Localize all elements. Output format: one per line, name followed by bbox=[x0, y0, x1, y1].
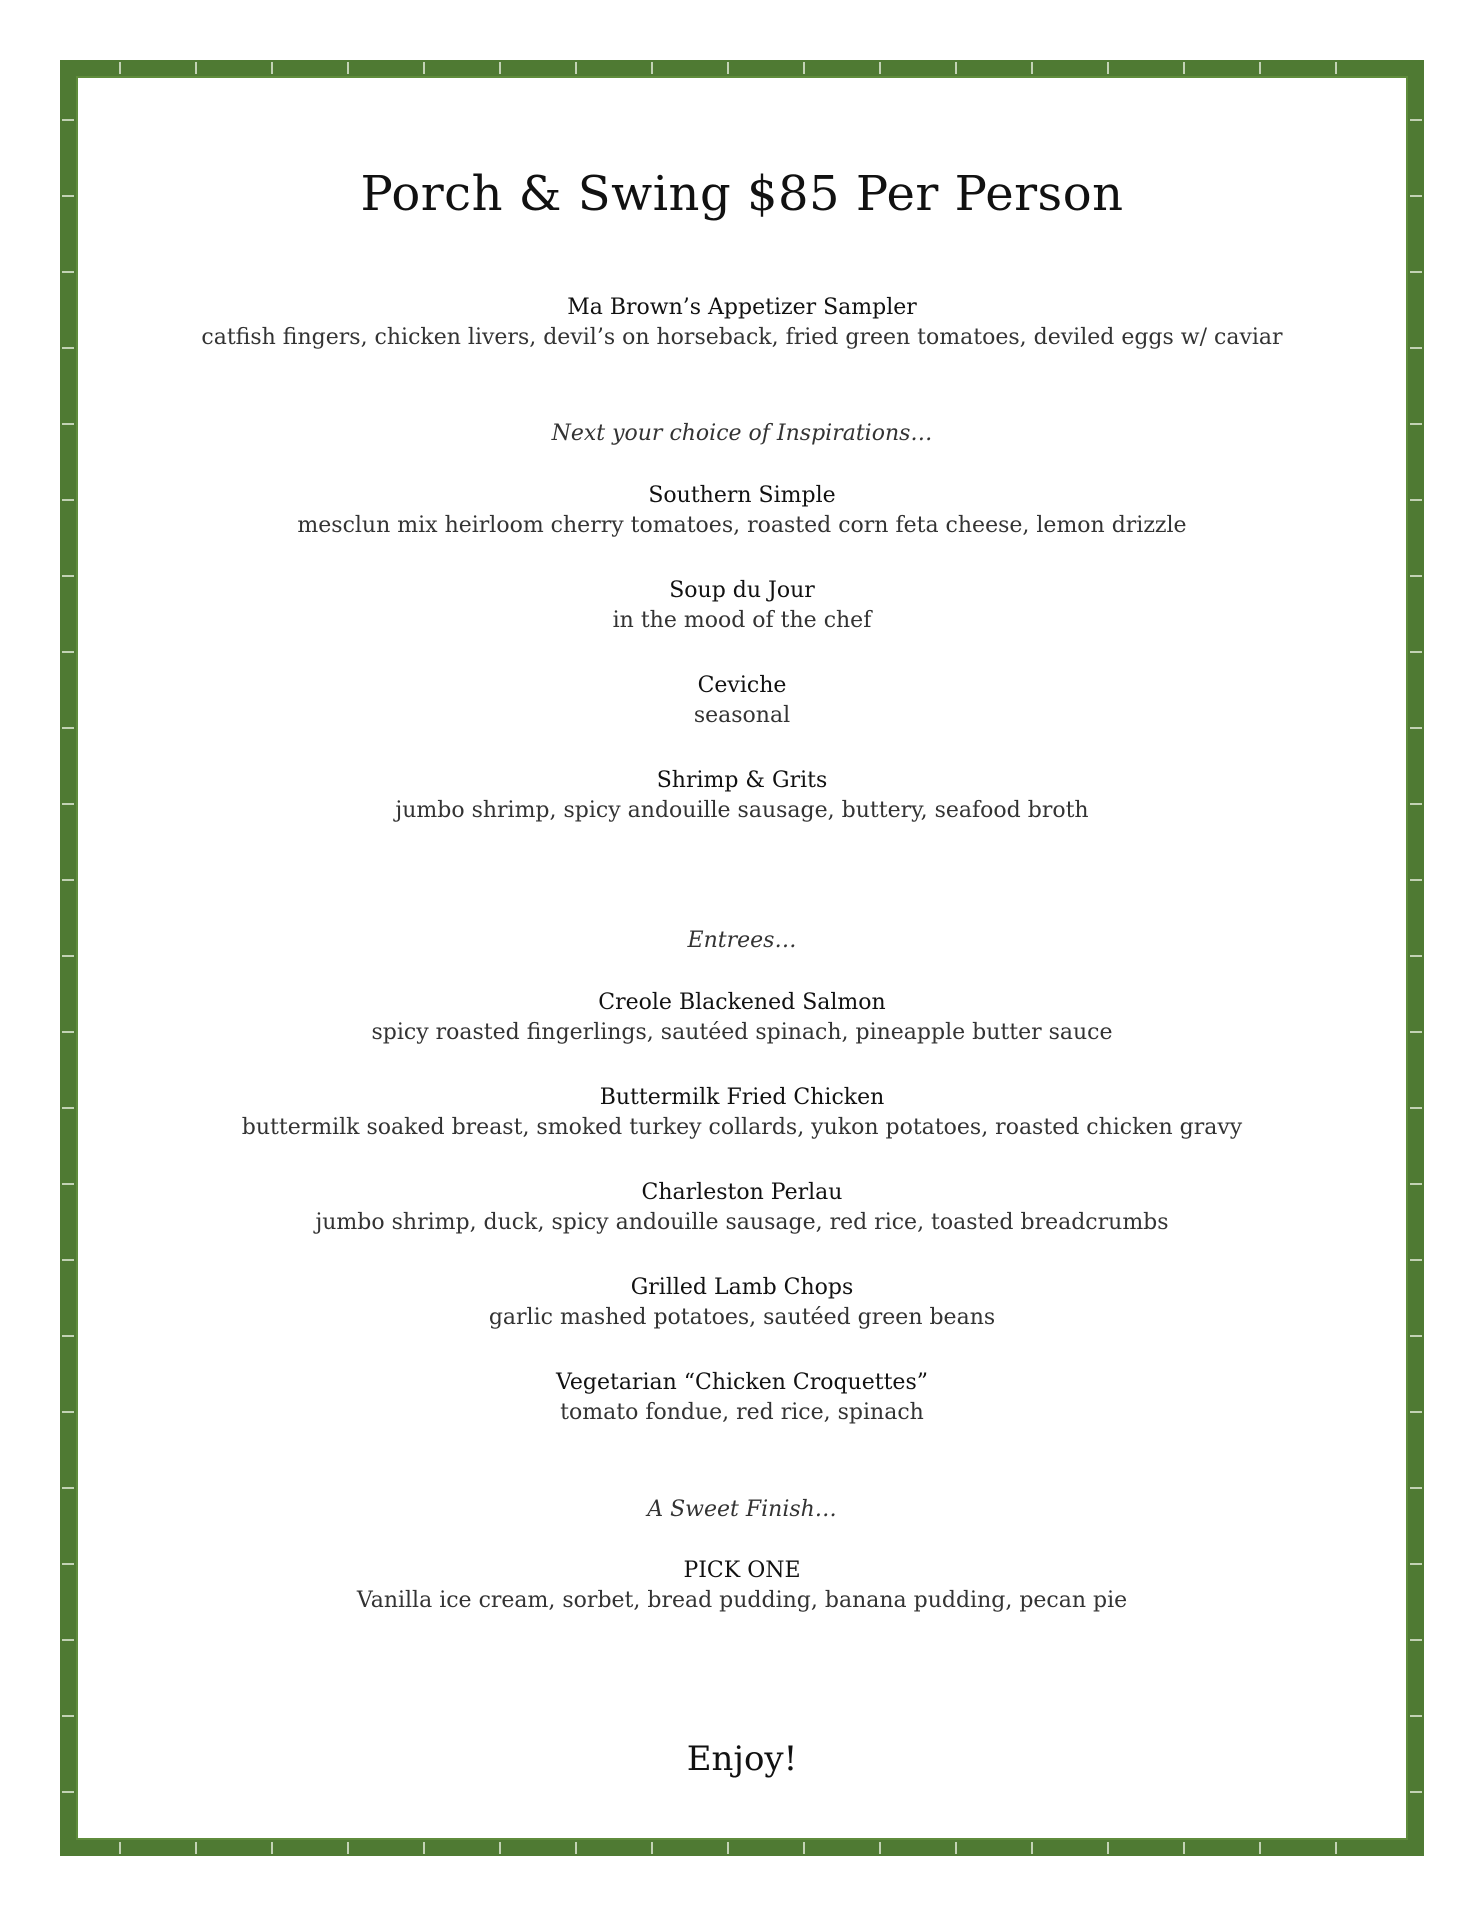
inspirations-heading: Next your choice of Inspirations… bbox=[551, 421, 933, 446]
inspiration-name: Ceviche bbox=[697, 673, 787, 698]
appetizer-name: Ma Brown’s Appetizer Sampler bbox=[567, 295, 917, 320]
entree-desc: jumbo shrimp, duck, spicy andouille sausage, red rice, toasted breadcrumbs bbox=[315, 1210, 1169, 1235]
entree-desc: garlic mashed potatoes, sautéed green beans bbox=[488, 1305, 996, 1330]
dessert-heading: A Sweet Finish… bbox=[647, 1497, 837, 1522]
entree-item bbox=[76, 1368, 1408, 1428]
inspiration-item bbox=[76, 576, 1408, 636]
entree-name: Buttermilk Fried Chicken bbox=[599, 1085, 885, 1110]
entree-desc: tomato fondue, red rice, spinach bbox=[560, 1400, 924, 1425]
closing-text: Enjoy! bbox=[686, 1739, 798, 1779]
inspiration-desc: seasonal bbox=[693, 703, 791, 728]
entree-item bbox=[76, 1083, 1408, 1143]
menu-title: Porch & Swing $85 Per Person bbox=[360, 166, 1124, 222]
dessert-item bbox=[76, 1556, 1408, 1616]
entree-item bbox=[76, 1178, 1408, 1238]
inspiration-item bbox=[76, 766, 1408, 826]
entree-name: Grilled Lamb Chops bbox=[630, 1275, 854, 1300]
appetizer-item bbox=[76, 293, 1408, 353]
dessert-name: PICK ONE bbox=[683, 1558, 801, 1583]
inspiration-name: Soup du Jour bbox=[669, 578, 815, 603]
inspiration-item bbox=[76, 481, 1408, 541]
inspiration-desc: mesclun mix heirloom cherry tomatoes, roasted corn feta cheese, lemon drizzle bbox=[297, 513, 1187, 538]
inspiration-desc: in the mood of the chef bbox=[612, 608, 872, 633]
entree-desc: buttermilk soaked breast, smoked turkey collards, yukon potatoes, roasted chicken gravy bbox=[241, 1115, 1243, 1140]
entree-name: Vegetarian “Chicken Croquettes” bbox=[555, 1370, 928, 1395]
entrees-heading: Entrees… bbox=[687, 928, 797, 953]
inspiration-desc: jumbo shrimp, spicy andouille sausage, buttery, seafood broth bbox=[395, 798, 1089, 823]
entree-item bbox=[76, 988, 1408, 1048]
inspiration-name: Shrimp & Grits bbox=[656, 768, 828, 793]
dessert-desc: Vanilla ice cream, sorbet, bread pudding, banana pudding, pecan pie bbox=[356, 1588, 1128, 1613]
entree-name: Charleston Perlau bbox=[641, 1180, 843, 1205]
inspiration-item bbox=[76, 671, 1408, 731]
entree-name: Creole Blackened Salmon bbox=[598, 990, 886, 1015]
entree-item bbox=[76, 1273, 1408, 1333]
inspiration-name: Southern Simple bbox=[648, 483, 836, 508]
appetizer-desc: catfish fingers, chicken livers, devil’s on horseback, fried green tomatoes, deviled eggs w/ caviar bbox=[201, 325, 1283, 350]
entree-desc: spicy roasted fingerlings, sautéed spinach, pineapple butter sauce bbox=[371, 1020, 1113, 1045]
